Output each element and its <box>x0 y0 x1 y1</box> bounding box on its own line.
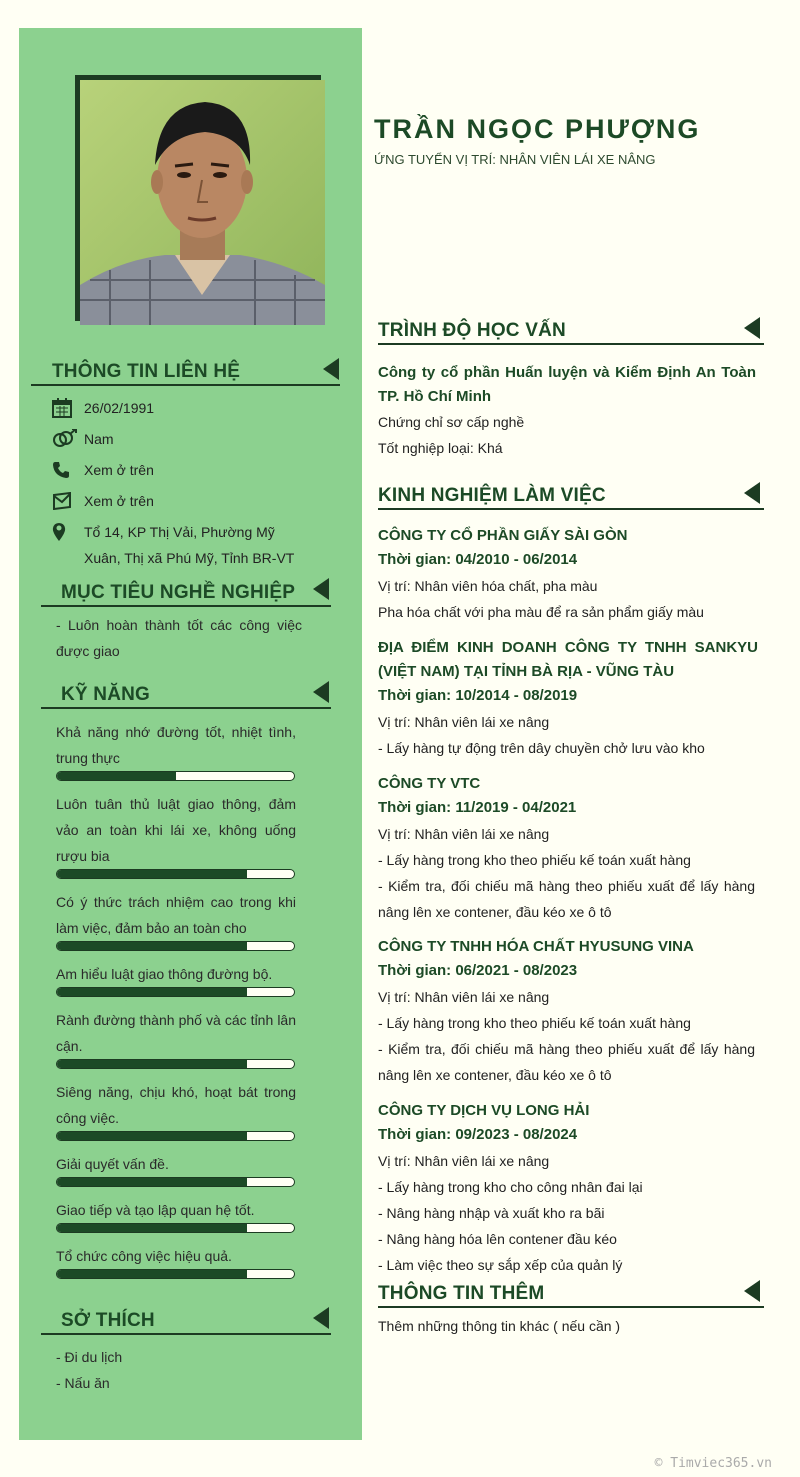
skill-label: Có ý thức trách nhiệm cao trong khi làm việc, đảm bảo an toàn cho <box>56 894 296 936</box>
job-line: Vị trí: Nhân viên lái xe nâng <box>378 1153 550 1169</box>
job-period: Thời gian: 09/2023 - 08/2024 <box>378 1126 578 1143</box>
gender-value: Nam <box>84 431 114 447</box>
skill-bar <box>56 987 295 997</box>
skill-bar-fill <box>57 1060 247 1068</box>
hobby-item: - Đi du lịch <box>56 1349 123 1365</box>
skill-bar-fill <box>57 772 176 780</box>
objective-title: MỤC TIÊU NGHỀ NGHIỆP <box>61 582 296 603</box>
job-company: CÔNG TY CỔ PHẦN GIẤY SÀI GÒN <box>378 527 628 544</box>
section-marker-icon <box>313 681 329 703</box>
skill-label: Am hiểu luật giao thông đường bộ. <box>56 966 273 982</box>
skills-title: KỸ NĂNG <box>61 684 151 705</box>
experience-divider <box>378 508 764 510</box>
job-line: - Kiểm tra, đối chiếu mã hàng theo phiếu xuất để lấy hàng nâng lên xe contener, đầu kéo xe ô tô <box>378 1041 755 1083</box>
address-value: Tổ 14, KP Thị Vải, Phường Mỹ Xuân, Thị xã Phú Mỹ, Tỉnh BR-VT <box>84 524 295 566</box>
job-line: Pha hóa chất với pha màu để ra sản phẩm giấy màu <box>378 604 704 620</box>
job-company: ĐỊA ĐIỂM KINH DOANH CÔNG TY TNHH SANKYU (VIỆT NAM) TẠI TỈNH BÀ RỊA - VŨNG TÀU <box>378 639 758 680</box>
skills-divider <box>41 707 331 709</box>
job-line: - Lấy hàng tự động trên dây chuyền chở lưu vào kho <box>378 740 705 756</box>
skill-bar-fill <box>57 1224 247 1232</box>
contact-phone <box>50 457 314 483</box>
skill-bar <box>56 1223 295 1233</box>
school-name: Công ty cổ phần Huấn luyện và Kiểm Định An Toàn TP. Hồ Chí Minh <box>378 364 756 405</box>
job-company: CÔNG TY VTC <box>378 775 481 792</box>
skill-label: Siêng năng, chịu khó, hoạt bát trong công việc. <box>56 1084 296 1126</box>
skill-bar-fill <box>57 1132 247 1140</box>
job-line: - Kiểm tra, đối chiếu mã hàng theo phiếu xuất để lấy hàng nâng lên xe contener, đầu kéo xe ô tô <box>378 878 755 920</box>
avatar <box>80 80 325 325</box>
skill-bar <box>56 869 295 879</box>
hobbies-divider <box>41 1333 331 1335</box>
contact-gender <box>50 426 314 452</box>
skill-label: Giải quyết vấn đề. <box>56 1156 169 1172</box>
skill-label: Rành đường thành phố và các tỉnh lân cận. <box>56 1012 296 1054</box>
job-line: - Nâng hàng hóa lên contener đầu kéo <box>378 1231 617 1247</box>
birthday-value: 26/02/1991 <box>84 400 155 416</box>
skill-bar-fill <box>57 942 247 950</box>
job-period: Thời gian: 11/2019 - 04/2021 <box>378 799 577 816</box>
portrait-image <box>80 80 325 325</box>
objective-divider <box>41 605 331 607</box>
extra-title: THÔNG TIN THÊM <box>378 1283 545 1304</box>
map-pin-icon <box>50 519 84 545</box>
job-line: - Nâng hàng nhập và xuất kho ra bãi <box>378 1205 605 1221</box>
job-line: - Lấy hàng trong kho theo phiếu kế toán xuất hàng <box>378 852 691 868</box>
job-period: Thời gian: 04/2010 - 06/2014 <box>378 551 578 568</box>
education-line: Tốt nghiệp loại: Khá <box>378 440 503 456</box>
job-company: CÔNG TY DỊCH VỤ LONG HẢI <box>378 1102 590 1119</box>
education-title: TRÌNH ĐỘ HỌC VẤN <box>378 320 566 341</box>
job-period: Thời gian: 10/2014 - 08/2019 <box>378 687 578 704</box>
extra-text: Thêm những thông tin khác ( nếu cần ) <box>378 1318 621 1334</box>
extra-divider <box>378 1306 764 1308</box>
contact-divider <box>31 384 340 386</box>
hobbies-title: SỞ THÍCH <box>61 1310 155 1331</box>
calendar-icon <box>50 395 84 421</box>
gender-icon <box>50 426 84 452</box>
job-company: CÔNG TY TNHH HÓA CHẤT HYUSUNG VINA <box>378 938 694 955</box>
contact-email <box>50 488 314 514</box>
section-marker-icon <box>744 1280 760 1302</box>
skill-bar <box>56 771 295 781</box>
skill-bar <box>56 1177 295 1187</box>
objective-text: - Luôn hoàn thành tốt các công việc được giao <box>56 617 302 659</box>
job-period: Thời gian: 06/2021 - 08/2023 <box>378 962 578 979</box>
phone-icon <box>50 457 84 483</box>
job-line: Vị trí: Nhân viên lái xe nâng <box>378 989 550 1005</box>
job-line: Vị trí: Nhân viên lái xe nâng <box>378 826 550 842</box>
watermark: © Timviec365.vn <box>654 1456 772 1471</box>
skill-bar <box>56 941 295 951</box>
skill-bar-fill <box>57 988 247 996</box>
skill-label: Khả năng nhớ đường tốt, nhiệt tình, trung thực <box>56 724 296 766</box>
experience-title: KINH NGHIỆM LÀM VIỆC <box>378 485 606 506</box>
skill-label: Tổ chức công việc hiệu quả. <box>56 1248 232 1264</box>
phone-value: Xem ở trên <box>84 462 154 478</box>
email-value: Xem ở trên <box>84 493 154 509</box>
skill-bar <box>56 1059 295 1069</box>
skill-bar-fill <box>57 870 247 878</box>
target-role: ỨNG TUYỂN VỊ TRÍ: NHÂN VIÊN LÁI XE NÂNG <box>374 152 656 167</box>
section-marker-icon <box>744 317 760 339</box>
envelope-icon <box>50 488 84 514</box>
skill-bar-fill <box>57 1178 247 1186</box>
skill-bar-fill <box>57 1270 247 1278</box>
skill-bar <box>56 1131 295 1141</box>
skill-label: Luôn tuân thủ luật giao thông, đảm vảo an toàn khi lái xe, không uống rượu bia <box>56 796 296 864</box>
job-line: - Lấy hàng trong kho cho công nhân đai lại <box>378 1179 643 1195</box>
skill-label: Giao tiếp và tạo lập quan hệ tốt. <box>56 1202 255 1218</box>
contact-address <box>50 519 309 571</box>
education-line: Chứng chỉ sơ cấp nghề <box>378 414 525 430</box>
contact-birthday <box>50 395 314 421</box>
section-marker-icon <box>744 482 760 504</box>
hobby-item: - Nấu ăn <box>56 1375 110 1391</box>
job-line: Vị trí: Nhân viên hóa chất, pha màu <box>378 578 598 594</box>
section-marker-icon <box>323 358 339 380</box>
job-line: - Lấy hàng trong kho theo phiếu kế toán xuất hàng <box>378 1015 691 1031</box>
contact-title: THÔNG TIN LIÊN HỆ <box>52 361 241 382</box>
section-marker-icon <box>313 578 329 600</box>
candidate-name: TRẦN NGỌC PHƯỢNG <box>374 114 701 144</box>
job-line: - Làm việc theo sự sắp xếp của quản lý <box>378 1257 623 1273</box>
education-divider <box>378 343 764 345</box>
job-line: Vị trí: Nhân viên lái xe nâng <box>378 714 550 730</box>
section-marker-icon <box>313 1307 329 1329</box>
skill-bar <box>56 1269 295 1279</box>
